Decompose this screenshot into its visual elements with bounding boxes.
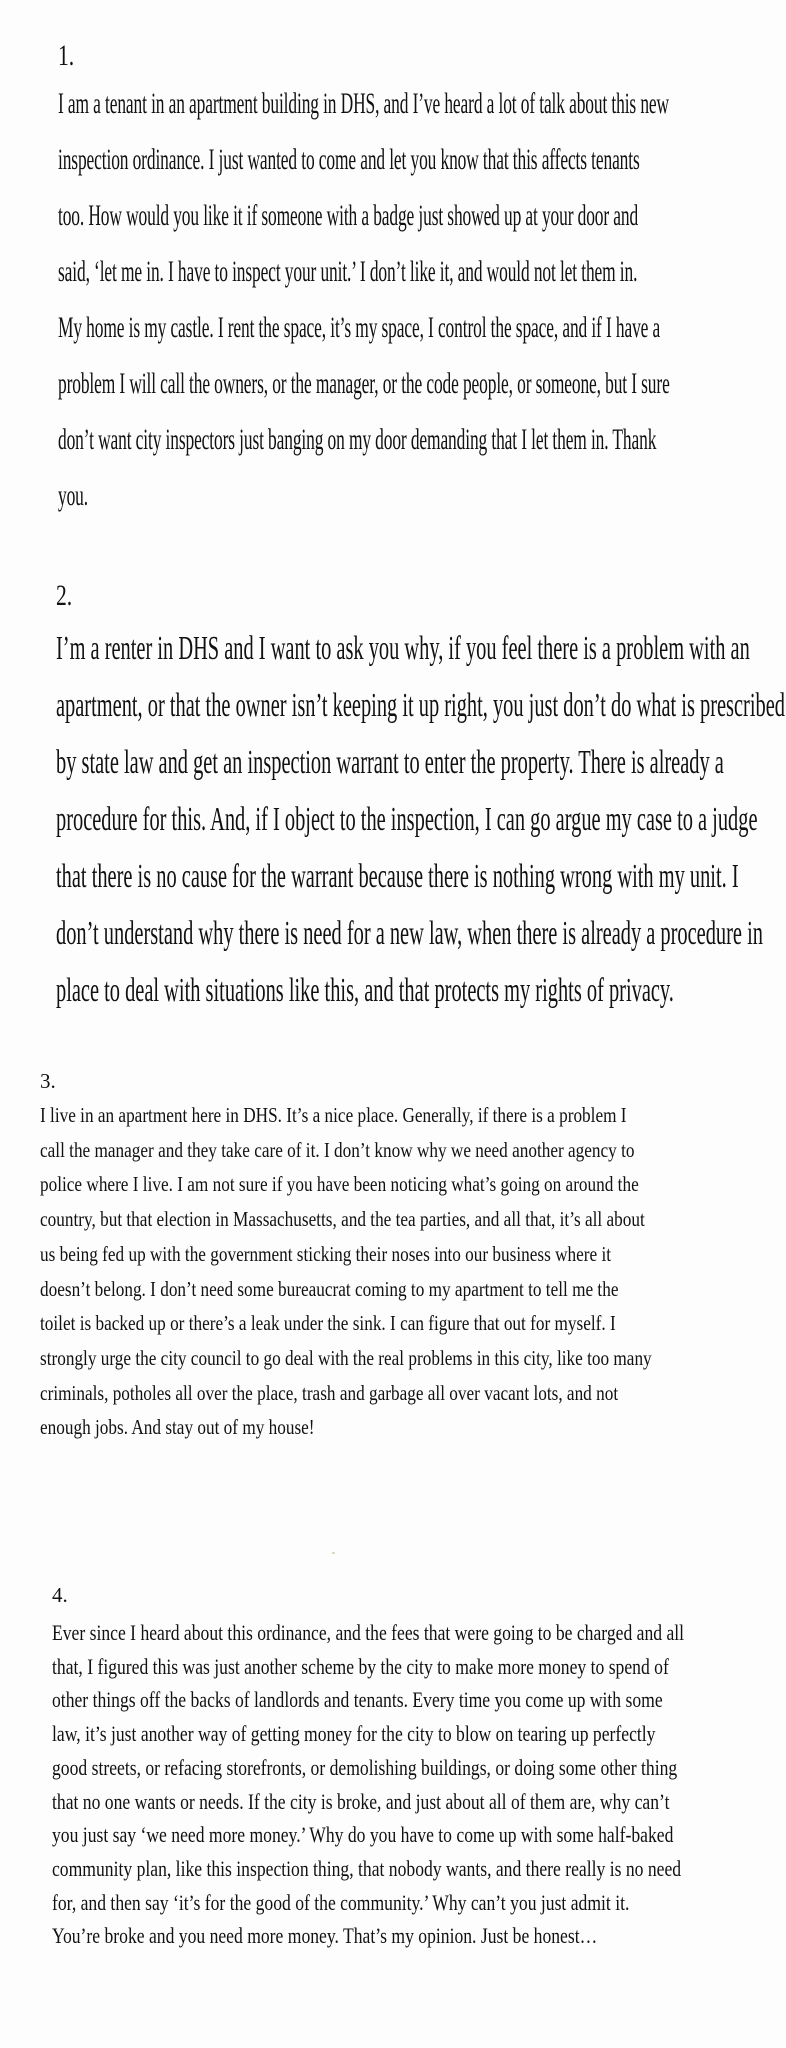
- comment-4: [52, 1582, 762, 1953]
- text-line: community plan, like this inspection thing, that nobody wants, and there really is no need: [52, 1855, 682, 1881]
- comment-2: [56, 578, 785, 1019]
- text-line: for, and then say ‘it’s for the good of the community.’ Why can’t you just admit it.: [52, 1889, 630, 1915]
- text-line: My home is my castle. I rent the space, it’s my space, I control the space, and if I have a: [58, 311, 661, 344]
- text-line: I’m a renter in DHS and I want to ask you why, if you feel there is a problem with an: [56, 630, 750, 667]
- text-line: call the manager and they take care of it. I don’t know why we need another agency to: [40, 1137, 635, 1162]
- text-line: country, but that election in Massachusetts, and the tea parties, and all that, it’s all about: [40, 1207, 645, 1232]
- text-line: Ever since I heard about this ordinance, and the fees that were going to be charged and all: [52, 1620, 685, 1645]
- comment-number: 1.: [58, 39, 75, 72]
- comment-3: [40, 1068, 760, 1445]
- text-line: law, it’s just another way of getting money for the city to blow on tearing up perfectly: [52, 1721, 656, 1747]
- text-line: strongly urge the city council to go deal with the real problems in this city, like too many: [40, 1345, 652, 1370]
- text-line: police where I live. I am not sure if you have been noticing what’s going on around the: [40, 1172, 639, 1197]
- comment-text: [56, 620, 785, 1019]
- text-line: enough jobs. And stay out of my house!: [40, 1415, 315, 1440]
- text-line: apartment, or that the owner isn’t keeping it up right, you just don’t do what is prescribed: [56, 687, 785, 724]
- text-line: by state law and get an inspection warrant to enter the property. There is already a: [56, 744, 724, 781]
- text-line: you just say ‘we need more money.’ Why do you have to come up with some half-baked: [52, 1822, 674, 1848]
- text-line: that no one wants or needs. If the city is broke, and just about all of them are, why can’t: [52, 1788, 670, 1814]
- text-line: don’t want city inspectors just banging on my door demanding that I let them in. Thank: [58, 423, 657, 456]
- text-line: I am a tenant in an apartment building in DHS, and I’ve heard a lot of talk about this new: [58, 87, 669, 120]
- text-line: criminals, potholes all over the place, trash and garbage all over vacant lots, and not: [40, 1380, 619, 1405]
- text-line: problem I will call the owners, or the manager, or the code people, or someone, but I sure: [58, 367, 670, 400]
- text-line: procedure for this. And, if I object to the inspection, I can go argue my case to a judge: [56, 801, 758, 838]
- text-line: doesn’t belong. I don’t need some bureaucrat coming to my apartment to tell me the: [40, 1276, 619, 1301]
- comment-text: [52, 1616, 756, 1953]
- comment-number: 4.: [52, 1583, 68, 1607]
- text-line: inspection ordinance. I just wanted to come and let you know that this affects tenants: [58, 143, 640, 176]
- text-line: place to deal with situations like this, and that protects my rights of privacy.: [56, 972, 674, 1009]
- text-line: said, ‘let me in. I have to inspect your unit.’ I don’t like it, and would not let them in.: [58, 255, 638, 288]
- text-line: you.: [58, 479, 88, 512]
- text-line: other things off the backs of landlords and tenants. Every time you come up with some: [52, 1687, 663, 1713]
- comment-number: 3.: [40, 1069, 56, 1093]
- text-line: that there is no cause for the warrant because there is nothing wrong with my unit. I: [56, 858, 739, 895]
- comment-text: [40, 1098, 753, 1445]
- text-line: too. How would you like it if someone with a badge just showed up at your door and: [58, 199, 639, 232]
- text-line: toilet is backed up or there’s a leak under the sink. I can figure that out for myself. I: [40, 1311, 616, 1336]
- text-line: that, I figured this was just another scheme by the city to make more money to spend of: [52, 1653, 669, 1679]
- comment-text: [58, 76, 708, 524]
- text-line: don’t understand why there is need for a new law, when there is already a procedure in: [56, 915, 763, 952]
- scan-speck: [332, 1552, 335, 1554]
- text-line: You’re broke and you need more money. That’s my opinion. Just be honest…: [52, 1923, 598, 1949]
- comment-number: 2.: [56, 579, 73, 612]
- text-line: good streets, or refacing storefronts, or demolishing buildings, or doing some other thing: [52, 1754, 678, 1780]
- comment-1: [58, 38, 708, 524]
- text-line: I live in an apartment here in DHS. It’s a nice place. Generally, if there is a problem I: [40, 1103, 627, 1127]
- text-line: us being fed up with the government sticking their noses into our business where it: [40, 1241, 612, 1266]
